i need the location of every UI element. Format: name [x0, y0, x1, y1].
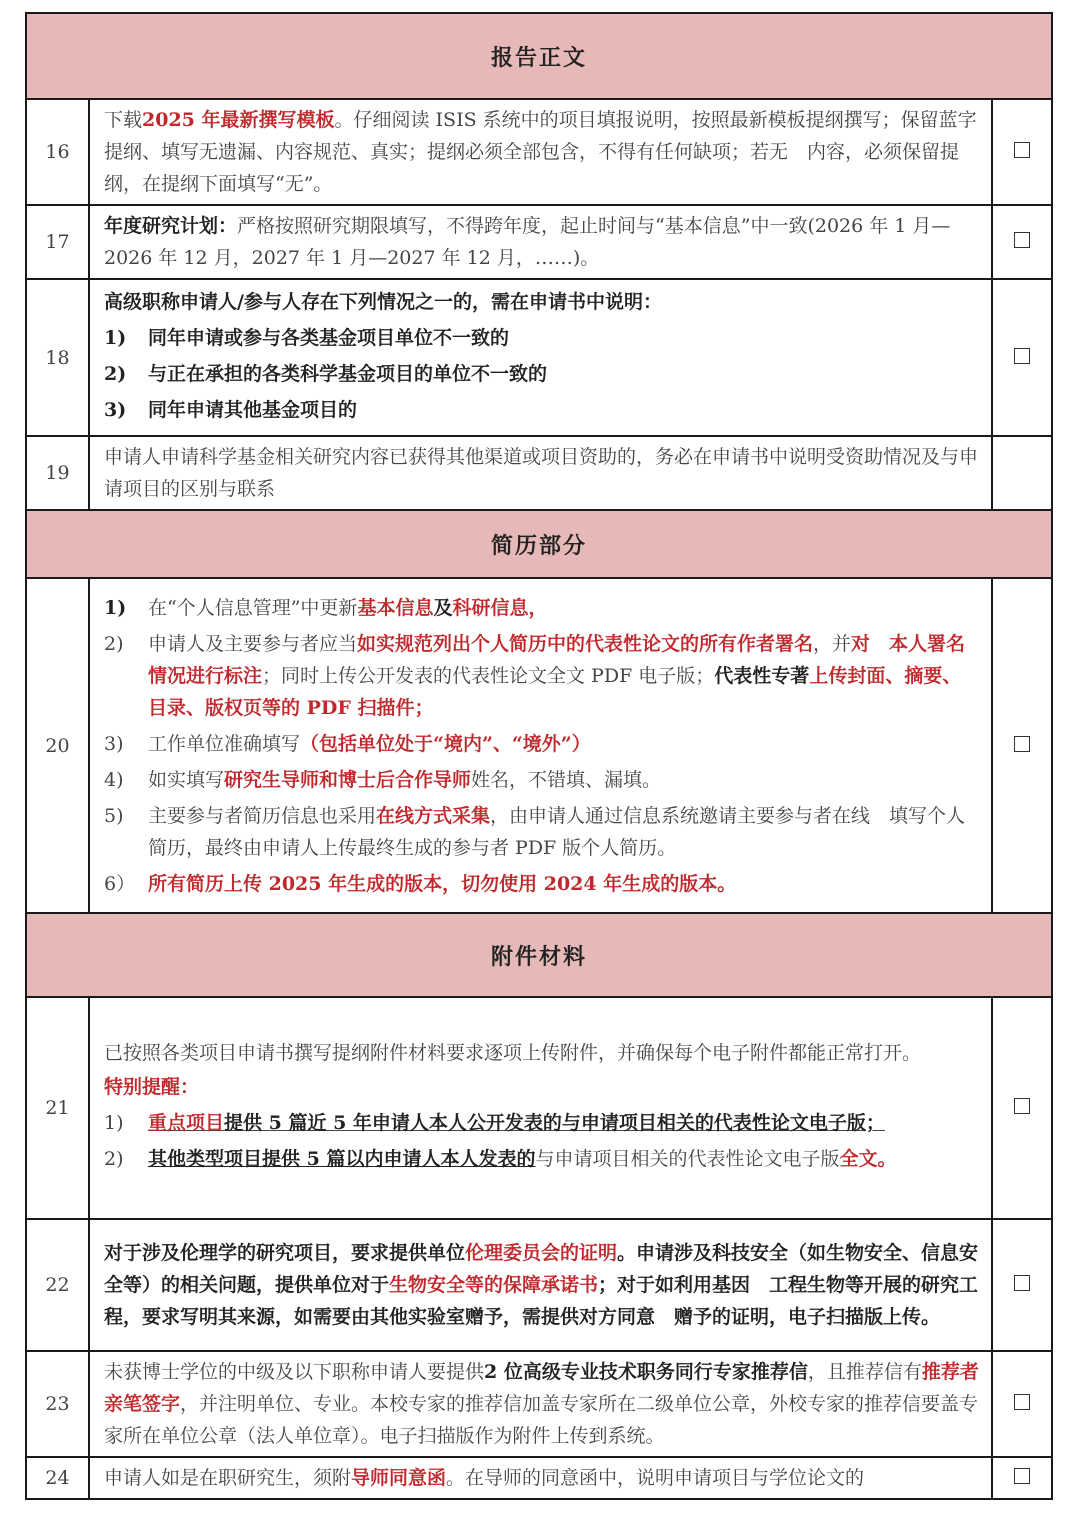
checkbox-cell[interactable]	[992, 279, 1052, 436]
row-number: 19	[26, 436, 89, 510]
section-title-resume: 简历部分	[26, 510, 1052, 578]
table-row	[26, 279, 1052, 436]
row-content: 对于涉及伦理学的研究项目，要求提供单位伦理委员会的证明。申请涉及科技安全（如生物安全、信息安全等）的相关问题，提供单位对于生物安全等的保障承诺书；对于如利用基因 工程生物等开展的研究工程，要求写明其来源，如需要由其他实验室赠予，需提供对方同意 赠予的证明，电子扫描版上传。	[89, 1219, 992, 1351]
list-item: 1) 在“个人信息管理”中更新基本信息及科研信息，	[104, 596, 548, 619]
row-number: 17	[26, 205, 89, 279]
table-row	[26, 1457, 1052, 1499]
checkbox[interactable]	[1014, 348, 1030, 364]
checkbox[interactable]	[1014, 1098, 1030, 1114]
table-row	[26, 1351, 1052, 1457]
row-content	[89, 578, 992, 913]
checkbox[interactable]	[1014, 1394, 1030, 1410]
row-number: 20	[26, 578, 89, 913]
row-content: 申请人如是在职研究生，须附导师同意函。在导师的同意函中，说明申请项目与学位论文的	[89, 1457, 992, 1499]
table-row	[26, 578, 1052, 913]
template-highlight: 2025 年最新撰写模板	[142, 109, 335, 131]
list-item: 2) 其他类型项目提供 5 篇以内申请人本人发表的与申请项目相关的代表性论文电子版全文。	[104, 1148, 897, 1170]
checkbox-cell[interactable]	[992, 997, 1052, 1219]
list-item: 3) 工作单位准确填写（包括单位处于“境内”、“境外”）	[104, 732, 591, 755]
row-number: 24	[26, 1457, 89, 1499]
list-item: 1) 重点项目提供 5 篇近 5 年申请人本人公开发表的与申请项目相关的代表性论文电子版；	[104, 1112, 885, 1134]
row-content: 未获博士学位的中级及以下职称申请人要提供2 位高级专业技术职务同行专家推荐信，且推荐信有推荐者亲笔签字，并注明单位、专业。本校专家的推荐信加盖专家所在二级单位公章，外校专家的推荐信要盖专家所在单位公章（法人单位章）。电子扫描版作为附件上传到系统。	[89, 1351, 992, 1457]
row-content: 已按照各类项目申请书撰写提纲附件材料要求逐项上传附件，并确保每个电子附件都能正常打开。 特别提醒： 1) 重点项目提供 5 篇近 5 年申请人本人公开发表的与申请项目相关的代表性论文电子版； 2) 其他类型项目提供 5 篇以内申请人本人发表的与申请项目相关的代表性论文电子版全文。	[89, 997, 992, 1219]
table-row	[26, 1219, 1052, 1351]
table-row	[26, 99, 1052, 205]
list-item: 2) 申请人及主要参与者应当如实规范列出个人简历中的代表性论文的所有作者署名，并对 本人署名情况进行标注；同时上传公开发表的代表性论文全文 PDF 电子版；代表性专著上传封面、摘要、目录、版权页等的 PDF 扫描件；	[104, 632, 966, 719]
list-item: 4) 如实填写研究生导师和博士后合作导师姓名，不错填、漏填。	[104, 768, 662, 791]
checklist-table	[25, 12, 1053, 1500]
row-number: 23	[26, 1351, 89, 1457]
row-number: 16	[26, 99, 89, 205]
checkbox[interactable]	[1014, 1468, 1030, 1484]
checkbox-cell[interactable]	[992, 1219, 1052, 1351]
checkbox-cell[interactable]	[992, 99, 1052, 205]
checklist-sheet	[25, 12, 1051, 1500]
row-content: 年度研究计划：严格按照研究期限填写，不得跨年度，起止时间与“基本信息”中一致(2026 年 1 月—2026 年 12 月，2027 年 1 月—2027 年 12 月，……)。	[89, 205, 992, 279]
row-content: 申请人申请科学基金相关研究内容已获得其他渠道或项目资助的，务必在申请书中说明受资助情况及与申请项目的区别与联系	[89, 436, 992, 510]
checkbox-cell[interactable]	[992, 205, 1052, 279]
checkbox[interactable]	[1014, 142, 1030, 158]
checkbox[interactable]	[1014, 1275, 1030, 1291]
checkbox-cell[interactable]	[992, 1351, 1052, 1457]
section-title-report: 报告正文	[26, 13, 1052, 99]
list-item: 2) 与正在承担的各类科学基金项目的单位不一致的	[104, 362, 548, 385]
row-content: 下载2025 年最新撰写模板。仔细阅读 ISIS 系统中的项目填报说明，按照最新模板提纲撰写；保留蓝字提纲、填写无遗漏、内容规范、真实；提纲必须全部包含，不得有任何缺项；若无 内容，必须保留提纲，在提纲下面填写“无”。	[89, 99, 992, 205]
list-item: 1) 同年申请或参与各类基金项目单位不一致的	[104, 326, 510, 349]
row-number: 22	[26, 1219, 89, 1351]
section-header-attachments	[26, 913, 1052, 997]
section-header-resume	[26, 510, 1052, 578]
section-header-report	[26, 13, 1052, 99]
row-number: 21	[26, 997, 89, 1219]
list-item: 3) 同年申请其他基金项目的	[104, 398, 358, 421]
row-content: 高级职称申请人/参与人存在下列情况之一的，需在申请书中说明： 1) 同年申请或参与各类基金项目单位不一致的 2) 与正在承担的各类科学基金项目的单位不一致的 3) 同年申请其他基金项目的	[89, 279, 992, 436]
checkbox-cell	[992, 436, 1052, 510]
table-row	[26, 436, 1052, 510]
table-row	[26, 997, 1052, 1219]
row-number: 18	[26, 279, 89, 436]
list-item: 6） 所有简历上传 2025 年生成的版本，切勿使用 2024 年生成的版本。	[104, 872, 737, 895]
checkbox-cell[interactable]	[992, 1457, 1052, 1499]
checkbox[interactable]	[1014, 232, 1030, 248]
list-item: 5) 主要参与者简历信息也采用在线方式采集，由申请人通过信息系统邀请主要参与者在线 填写个人简历，最终由申请人上传最终生成的参与者 PDF 版个人简历。	[104, 804, 966, 859]
section-title-attachments: 附件材料	[26, 913, 1052, 997]
checkbox[interactable]	[1014, 736, 1030, 752]
special-reminder: 特别提醒：	[104, 1076, 200, 1098]
table-row	[26, 205, 1052, 279]
checkbox-cell[interactable]	[992, 578, 1052, 913]
